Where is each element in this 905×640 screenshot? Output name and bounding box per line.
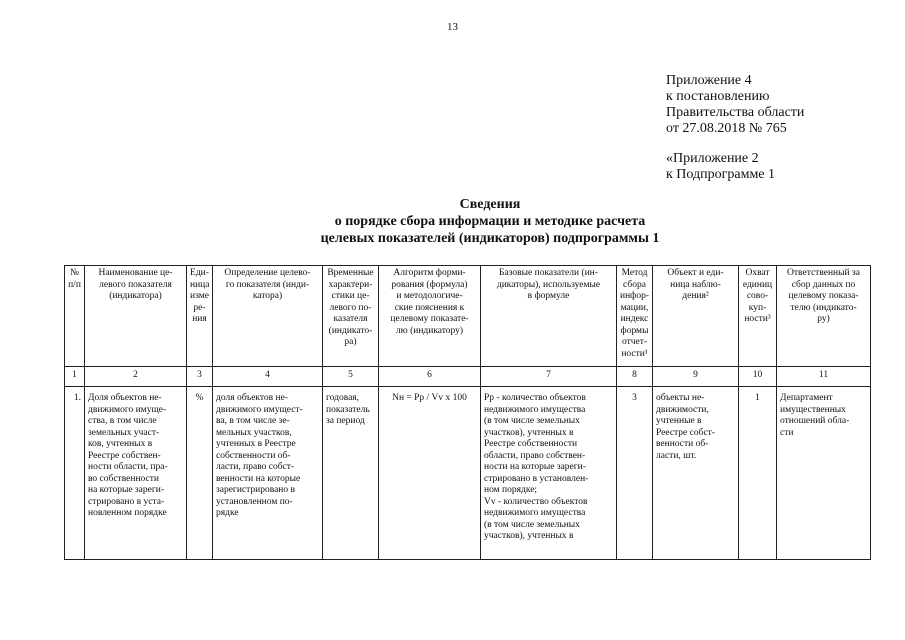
- cell-line: Еди-: [190, 268, 209, 278]
- cell-line: казателя: [333, 314, 368, 324]
- cell-line: Метод: [621, 268, 648, 278]
- cell-line: ности¹: [621, 348, 648, 359]
- cell-line: рования (формула): [391, 279, 468, 290]
- header-cell: [85, 266, 187, 367]
- cell-line: ласти, шт.: [656, 450, 697, 461]
- appendix-line: к постановлению: [666, 89, 770, 104]
- column-number: 10: [739, 367, 777, 387]
- page-number: 13: [447, 21, 458, 33]
- cell-line: целевому показате-: [390, 314, 469, 324]
- cell-line: во собственности: [88, 473, 159, 484]
- cell-line: имущественных: [780, 404, 846, 415]
- data-cell: [653, 387, 739, 560]
- cell-line: (индикатора): [109, 291, 162, 301]
- cell-line: мации,: [620, 302, 649, 313]
- cell-line: дения²: [682, 291, 709, 301]
- cell-line: отчет-: [621, 337, 648, 347]
- data-cell: [739, 387, 777, 560]
- cell-line: ница: [190, 279, 210, 290]
- cell-line: и методологиче-: [396, 291, 463, 301]
- cell-line: рядке: [216, 508, 239, 518]
- cell-line: инфор-: [620, 291, 649, 301]
- cell-line: Vv - количество объектов: [484, 496, 588, 507]
- column-number: 3: [187, 367, 213, 387]
- cell-line: ласти, право собст-: [216, 462, 295, 472]
- cell-line: сти: [780, 427, 794, 438]
- cell-line: собственности об-: [216, 450, 291, 461]
- cell-line: участков), учтенных в: [484, 531, 574, 541]
- table-row: [65, 387, 871, 560]
- cell-line: движимого имущест-: [216, 404, 303, 415]
- appendix-block: [666, 73, 804, 183]
- header-cell: [213, 266, 323, 367]
- cell-line: недвижимого имущества: [484, 404, 586, 415]
- header-cell: [187, 266, 213, 367]
- cell-line: области, право собствен-: [484, 450, 586, 461]
- cell-line: установленном по-: [216, 496, 293, 507]
- cell-line: движимого имуще-: [88, 404, 167, 415]
- cell-line: Определение целево-: [224, 268, 311, 278]
- cell-line: ские пояснения к: [394, 302, 465, 313]
- header-cell: [739, 266, 777, 367]
- cell-line: Реестре собст-: [656, 427, 715, 438]
- cell-line: Рр - количество объектов: [484, 393, 586, 403]
- cell-line: за период: [326, 416, 365, 426]
- cell-line: Охват: [745, 268, 770, 278]
- column-number-row: [65, 367, 871, 387]
- cell-line: ре-: [193, 302, 206, 313]
- title-line: целевых показателей (индикаторов) подпрограммы 1: [320, 231, 660, 246]
- header-cell: [323, 266, 379, 367]
- cell-line: (в том числе земельных: [484, 519, 580, 530]
- cell-line: го показателя (инди-: [225, 279, 310, 290]
- appendix-line: Правительства области: [666, 105, 805, 120]
- cell-line: стрировано в уста-: [88, 496, 165, 507]
- header-cell: [379, 266, 481, 367]
- cell-line: ва, в том числе зе-: [216, 416, 290, 426]
- cell-line: учтенных в Реестре: [216, 439, 296, 449]
- column-number: 4: [213, 367, 323, 387]
- cell-line: ница наблю-: [670, 279, 721, 290]
- cell-line: ков, учтенных в: [88, 439, 153, 449]
- cell-line: Реестре собственности: [484, 439, 578, 449]
- cell-line: Базовые показатели (ин-: [499, 268, 598, 278]
- cell-line: мельных участков,: [216, 427, 292, 438]
- cell-line: показатель: [326, 404, 370, 415]
- cell-line: объекты не-: [656, 393, 705, 403]
- cell-line: на которые зареги-: [88, 485, 165, 495]
- cell-line: №: [69, 268, 80, 278]
- cell-line: учтенные в: [656, 416, 702, 426]
- appendix-line: от 27.08.2018 № 765: [666, 121, 787, 136]
- cell-line: (индикато-: [328, 325, 373, 336]
- data-cell: [323, 387, 379, 560]
- cell-line: ности области, пра-: [88, 462, 168, 472]
- title-line: Сведения: [459, 197, 521, 212]
- appendix-line: к Подпрограмме 1: [666, 167, 776, 182]
- cell-line: участков), учтенных в: [484, 427, 574, 438]
- data-cell: [213, 387, 323, 560]
- cell-line: Департамент: [780, 393, 833, 403]
- cell-line: формы: [620, 325, 649, 336]
- column-number: 8: [617, 367, 653, 387]
- title-line: о порядке сбора информации и методике расчета: [334, 214, 646, 229]
- appendix-line: Приложение 4: [666, 73, 752, 88]
- data-cell: [777, 387, 871, 560]
- cell-line: ния: [192, 314, 207, 324]
- cell-line: ном порядке;: [484, 485, 538, 495]
- cell-line: Nн = Рр / Vv x 100: [392, 393, 467, 403]
- cell-line: ру): [817, 314, 830, 324]
- cell-line: куп-: [748, 302, 767, 313]
- cell-line: венности об-: [656, 439, 709, 449]
- cell-line: ности на которые зареги-: [484, 462, 586, 472]
- data-cell: [65, 387, 85, 560]
- cell-line: 3: [632, 393, 637, 403]
- cell-line: сбор данных по: [791, 279, 856, 290]
- column-number: 9: [653, 367, 739, 387]
- cell-line: сбора: [623, 279, 646, 290]
- column-number: 1: [65, 367, 85, 387]
- data-cell: [85, 387, 187, 560]
- cell-line: новленном порядке: [88, 508, 167, 518]
- cell-line: сово-: [746, 291, 769, 301]
- cell-line: Алгоритм форми-: [393, 268, 466, 278]
- data-cell: [379, 387, 481, 560]
- cell-line: телю (индикато-: [790, 302, 857, 313]
- cell-line: левого показателя: [99, 279, 172, 290]
- data-cell: [481, 387, 617, 560]
- document-title: [270, 196, 710, 247]
- cell-line: %: [195, 393, 204, 403]
- cell-line: движимости,: [656, 404, 709, 415]
- cell-line: Ответственный за: [787, 268, 860, 278]
- cell-line: левого по-: [329, 302, 372, 313]
- cell-line: Наименование це-: [98, 268, 173, 278]
- cell-line: земельных участ-: [88, 427, 160, 438]
- cell-line: 1.: [73, 393, 81, 403]
- cell-line: Объект и еди-: [667, 268, 724, 278]
- table-header-row: [65, 266, 871, 367]
- cell-line: в формуле: [527, 291, 570, 301]
- column-number: 5: [323, 367, 379, 387]
- cell-line: катора): [252, 291, 283, 301]
- cell-line: отношений обла-: [780, 416, 850, 426]
- indicators-table: [64, 265, 871, 560]
- cell-line: недвижимого имущества: [484, 508, 586, 518]
- column-number: 7: [481, 367, 617, 387]
- header-cell: [481, 266, 617, 367]
- cell-line: ра): [344, 337, 357, 347]
- cell-line: дикаторы), используемые: [496, 279, 601, 290]
- cell-line: лю (индикатору): [395, 325, 464, 336]
- cell-line: ства, в том числе: [88, 416, 157, 426]
- data-cell: [187, 387, 213, 560]
- cell-line: зарегистрировано в: [216, 485, 296, 495]
- cell-line: стрировано в установлен-: [484, 473, 589, 484]
- data-cell: [617, 387, 653, 560]
- header-cell: [777, 266, 871, 367]
- cell-line: Доля объектов не-: [88, 393, 162, 403]
- cell-line: (в том числе земельных: [484, 416, 580, 426]
- cell-line: 1: [755, 393, 760, 403]
- cell-line: венности на которые: [216, 473, 301, 484]
- cell-line: ности³: [744, 314, 771, 324]
- cell-line: Временные: [327, 268, 374, 278]
- cell-line: доля объектов не-: [216, 393, 289, 403]
- appendix-line: «Приложение 2: [666, 151, 759, 166]
- column-number: 6: [379, 367, 481, 387]
- cell-line: изме: [190, 291, 209, 301]
- cell-line: стики це-: [331, 291, 370, 301]
- cell-line: единиц: [742, 279, 773, 290]
- cell-line: п/п: [68, 279, 81, 290]
- cell-line: годовая,: [326, 393, 360, 403]
- column-number: 2: [85, 367, 187, 387]
- cell-line: характери-: [328, 279, 373, 290]
- column-number: 11: [777, 367, 871, 387]
- cell-line: Реестре собствен-: [88, 450, 161, 461]
- header-cell: [653, 266, 739, 367]
- header-cell: [65, 266, 85, 367]
- cell-line: целевому показа-: [788, 291, 859, 301]
- cell-line: индекс: [620, 314, 649, 324]
- header-cell: [617, 266, 653, 367]
